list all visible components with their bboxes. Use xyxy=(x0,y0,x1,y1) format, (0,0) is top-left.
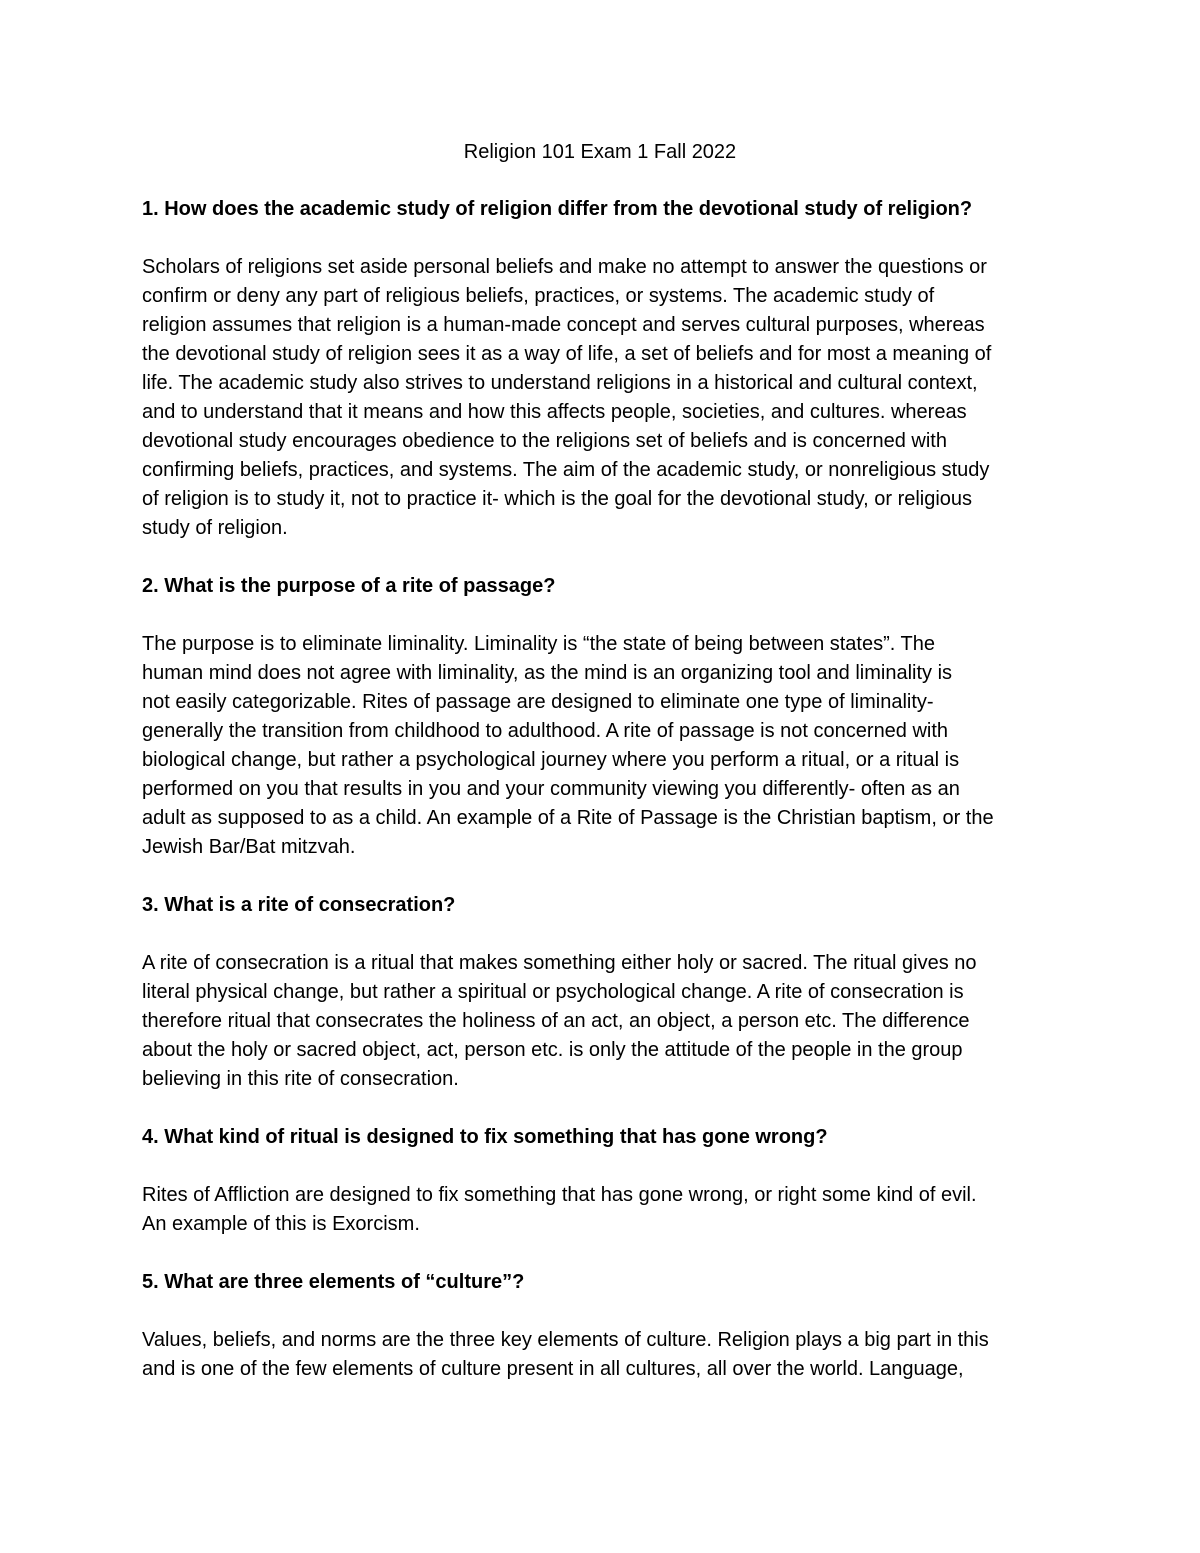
answer-line: about the holy or sacred object, act, person etc. is only the attitude of the people in the group xyxy=(142,1039,963,1061)
answer-line: Scholars of religions set aside personal beliefs and make no attempt to answer the questions or xyxy=(142,256,987,278)
document-page xyxy=(142,138,1062,1413)
answer-line: religion assumes that religion is a human-made concept and serves cultural purposes, whereas xyxy=(142,314,985,336)
question-section xyxy=(142,1268,1062,1384)
answer-line: confirm or deny any part of religious beliefs, practices, or systems. The academic study of xyxy=(142,285,935,307)
question-section xyxy=(142,572,1062,862)
answer-line: literal physical change, but rather a spiritual or psychological change. A rite of consecration is xyxy=(142,981,964,1003)
answer-line: A rite of consecration is a ritual that makes something either holy or sacred. The ritual gives no xyxy=(142,952,977,974)
answer-line: confirming beliefs, practices, and systems. The aim of the academic study, or nonreligious study xyxy=(142,459,990,481)
question-heading: 3. What is a rite of consecration? xyxy=(142,894,456,916)
answer-line: human mind does not agree with liminality, as the mind is an organizing tool and liminality is xyxy=(142,662,953,684)
question-heading: 2. What is the purpose of a rite of passage? xyxy=(142,575,556,597)
answer-line: study of religion. xyxy=(142,517,288,539)
question-heading: 4. What kind of ritual is designed to fix something that has gone wrong? xyxy=(142,1126,828,1148)
answer-line: of religion is to study it, not to practice it- which is the goal for the devotional study, or religious xyxy=(142,488,973,510)
answer-line: Jewish Bar/Bat mitzvah. xyxy=(142,836,356,858)
answer-paragraph xyxy=(142,630,1062,862)
question-section xyxy=(142,1123,1062,1239)
answer-line: The purpose is to eliminate liminality. Liminality is “the state of being between states”. The xyxy=(142,633,935,655)
answer-line: biological change, but rather a psychological journey where you perform a ritual, or a ritual is xyxy=(142,749,960,771)
question-list xyxy=(142,195,1062,1384)
question-heading: 5. What are three elements of “culture”? xyxy=(142,1271,525,1293)
answer-line: and to understand that it means and how this affects people, societies, and cultures. whereas xyxy=(142,401,967,423)
answer-line: and is one of the few elements of culture present in all cultures, all over the world. Language, xyxy=(142,1358,964,1380)
answer-line: devotional study encourages obedience to the religions set of beliefs and is concerned with xyxy=(142,430,947,452)
question-section xyxy=(142,891,1062,1094)
answer-paragraph xyxy=(142,949,1062,1094)
answer-line: adult as supposed to as a child. An example of a Rite of Passage is the Christian baptism, or the xyxy=(142,807,994,829)
answer-line: believing in this rite of consecration. xyxy=(142,1068,459,1090)
answer-line: generally the transition from childhood to adulthood. A rite of passage is not concerned with xyxy=(142,720,949,742)
answer-line: the devotional study of religion sees it as a way of life, a set of beliefs and for most a meaning of xyxy=(142,343,992,365)
answer-line: life. The academic study also strives to understand religions in a historical and cultural context, xyxy=(142,372,978,394)
answer-paragraph xyxy=(142,253,1062,543)
question-heading: 1. How does the academic study of religion differ from the devotional study of religion? xyxy=(142,198,973,220)
answer-line: performed on you that results in you and your community viewing you differently- often as an xyxy=(142,778,960,800)
answer-paragraph xyxy=(142,1326,1062,1384)
answer-paragraph xyxy=(142,1181,1062,1239)
answer-line: not easily categorizable. Rites of passage are designed to eliminate one type of liminality- xyxy=(142,691,934,713)
answer-line: Rites of Affliction are designed to fix something that has gone wrong, or right some kind of evil. xyxy=(142,1184,977,1206)
document-title: Religion 101 Exam 1 Fall 2022 xyxy=(463,141,737,163)
answer-line: Values, beliefs, and norms are the three key elements of culture. Religion plays a big part in this xyxy=(142,1329,989,1351)
answer-line: therefore ritual that consecrates the holiness of an act, an object, a person etc. The difference xyxy=(142,1010,970,1032)
answer-line: An example of this is Exorcism. xyxy=(142,1213,420,1235)
question-section xyxy=(142,195,1062,543)
